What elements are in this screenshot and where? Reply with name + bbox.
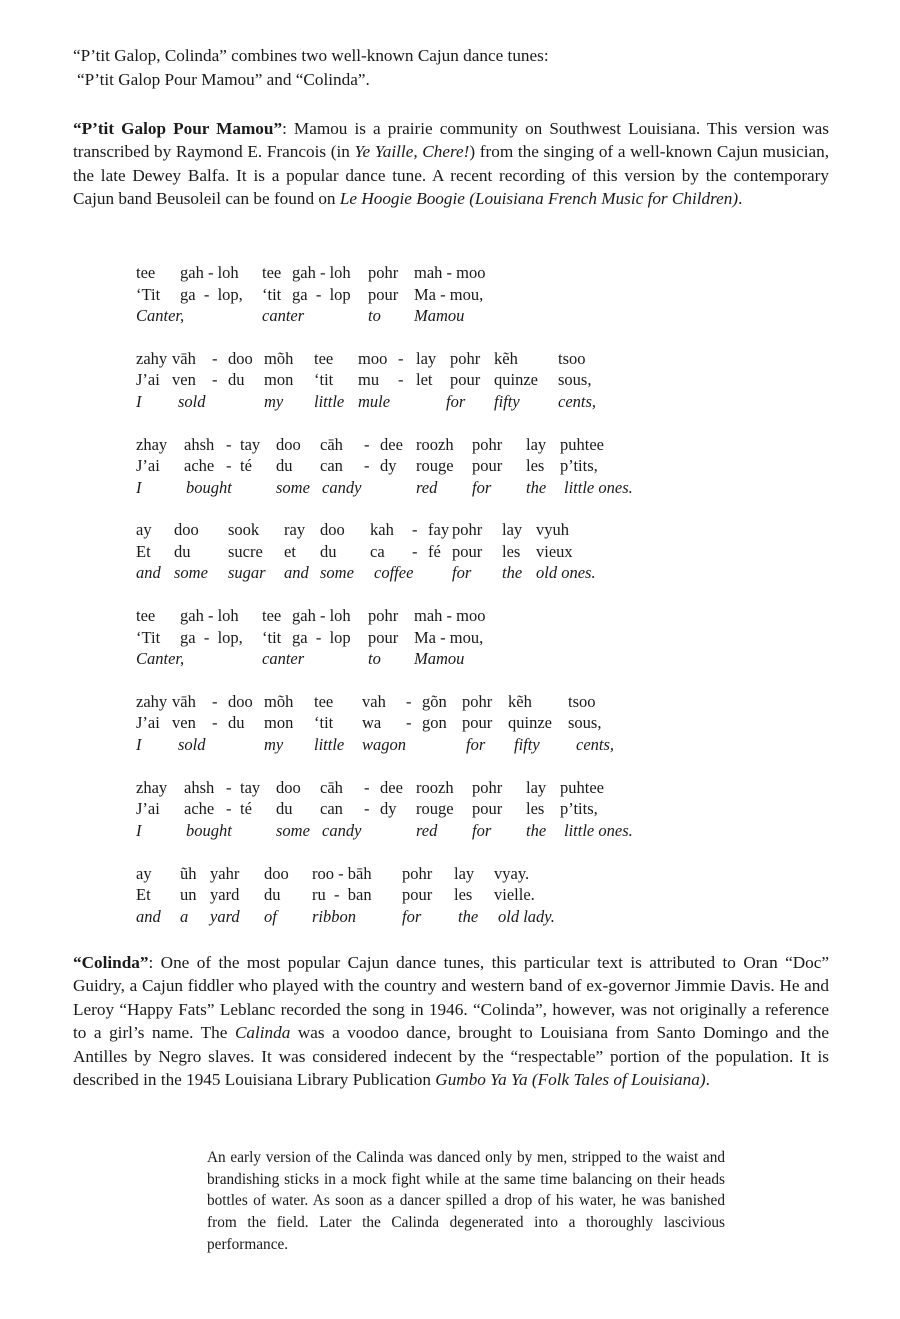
lyric-word: the [526,477,547,497]
translation-line [136,305,696,327]
lyric-word: my [264,391,284,411]
lyric-word: pour [450,370,481,390]
mamou-paragraph [73,117,829,211]
lyric-word: p’tits, [560,456,598,476]
lyric-word: I [136,391,142,411]
lyric-word: zhay [136,777,168,797]
lyric-word: sugar [228,563,266,583]
lyric-word: ven [172,713,196,733]
intro-line-2: “P’tit Galop Pour Mamou” and “Colinda”. [77,70,370,89]
lyric-word: kẽh [508,691,532,711]
mamou-heading: “P’tit Galop Pour Mamou” [73,119,283,138]
lyric-word: little ones. [564,477,633,497]
lyric-word: tay [240,777,261,797]
lyric-word: zahy [136,691,168,711]
calinda-quote: An early version of the Calinda was danced only by men, stripped to the waist and brandishing sticks in a mock fight while at the same time balancing on their heads bottles of water. As soon as a dancer spilled a drop of his water, he was banished from the field. Later the Calinda degenerated into a thoroughly lascivious performance. [207,1149,725,1253]
colinda-text-2: was a voodoo dance, brought to Louisiana from Santo Domingo and the Antilles by Negro slaves. It was considered indecent by the “respectable” portion of the population. It is described in the 1945 Louisiana Library Publication [73,1023,829,1090]
lyric-word: ahsh [184,434,215,454]
intro-line-1: “P’tit Galop, Colinda” combines two well-known Cajun dance tunes: [73,46,549,65]
lyric-word: ru - ban [312,885,372,905]
lyric-word: Et [136,541,151,561]
lyric-word: wa [362,713,382,733]
lyric-word: vyuh [536,520,569,540]
lyric-word: gah - loh [292,263,351,282]
lyric-word: the [526,820,547,840]
lyric-word: I [136,477,142,497]
lyric-word: - [364,777,370,797]
lyric-word: pour [368,627,399,647]
french-line [136,284,696,306]
lyric-word: pohr [368,606,399,626]
lyric-word: to [368,649,381,669]
lyric-word: gon [422,713,447,733]
lyric-word: gah - loh [180,606,239,626]
lyric-word: pour [462,713,493,733]
french-line [136,541,696,563]
lyric-word: old ones. [536,563,596,583]
lyric-word: cents, [576,734,615,754]
lyric-word: sook [228,520,260,540]
lyric-word: roozh [416,777,454,797]
lyric-word: dee [380,434,403,454]
lyric-word: té [240,799,252,819]
lyric-verse [136,863,696,949]
phonetic-line [136,262,696,284]
lyric-word: J’ai [136,456,160,476]
lyric-word: ache [184,799,215,819]
lyric-word: mõh [264,691,294,711]
translation-line [136,477,696,499]
lyric-word: p’tits, [560,799,598,819]
lyric-word: du [174,541,191,561]
lyric-word: Et [136,885,151,905]
translation-line [136,648,696,670]
lyric-word: les [526,456,545,476]
lyric-word: ca [370,541,385,561]
lyric-word: tee [136,606,156,626]
lyric-word: ahsh [184,777,215,797]
lyric-word: doo [228,691,253,711]
lyric-word: sous, [558,370,592,390]
mamou-text-2: ) from the singing of a well-known Cajun musician, the late Dewey Balfa. It is a popular dance tune. A recent recording of this version by the contemporary Cajun band Beusoleil can be found on [73,142,829,209]
lyric-word: pour [368,284,399,304]
lyric-word: sucre [228,541,263,561]
lyric-word: ache [184,456,215,476]
lyric-word: Ma - mou, [414,284,484,304]
lyric-word: Canter, [136,649,185,669]
lyric-word: - [226,777,232,797]
colinda-text-1: : One of the most popular Cajun dance tunes, this particular text is attributed to Oran “Doc” Guidry, a Cajun fiddler who played with the country and western band of ex-governor Jimmie Davis. He and Leroy “Happy Fats” Leblanc recorded the song in 1946. “Colinda”, however, was not originally a reference to a girl’s name. The [73,953,829,1043]
lyric-word: fifty [494,391,520,411]
lyric-verse [136,519,696,605]
lyric-word: J’ai [136,713,160,733]
lyric-word: doo [264,863,289,883]
lyric-word: du [264,885,281,905]
lyric-word: pohr [462,691,493,711]
lyric-word: doo [174,520,199,540]
lyric-word: quinze [508,713,552,733]
lyric-word: for [472,820,492,840]
lyric-word: vieux [536,541,573,561]
lyric-word: coffee [374,563,414,583]
lyric-word: kẽh [494,348,518,368]
lyric-word: - [226,434,232,454]
lyric-word: bought [186,820,232,840]
lyric-word: ray [284,520,306,540]
lyric-word: some [276,477,310,497]
lyric-word: du [276,456,293,476]
lyric-word: - [398,348,404,368]
lyric-word: pohr [402,863,433,883]
lyric-word: du [228,713,245,733]
lyric-word: - [212,348,218,368]
lyric-word: cāh [320,777,343,797]
lyric-word: and [136,906,161,926]
lyric-word: pohr [368,263,399,282]
lyric-word: lay [526,434,547,454]
lyric-word: gah - loh [180,263,239,282]
lyric-word: for [452,563,472,583]
lyric-word: pour [402,885,433,905]
lyric-word: for [472,477,492,497]
lyric-word: sold [178,734,206,754]
lyric-verse [136,262,696,348]
lyric-word: dy [380,799,397,819]
phonetic-line [136,434,696,456]
lyric-word: ribbon [312,906,357,926]
lyric-word: quinze [494,370,538,390]
lyric-word: kah [370,520,394,540]
lyric-word: doo [228,348,253,368]
mamou-album-title: Le Hoogie Boogie (Louisiana French Music for Children) [339,189,739,209]
lyric-word: doo [320,520,345,540]
lyric-word: les [502,541,521,561]
lyric-verse [136,348,696,434]
lyric-word: can [320,799,343,819]
lyric-word: to [368,306,381,325]
lyric-word: pohr [450,348,481,368]
translation-line [136,906,696,928]
lyric-word: canter [262,306,305,325]
lyric-word: candy [322,820,362,840]
lyric-word: for [402,906,422,926]
lyric-word: - [212,713,218,733]
lyric-word: ay [136,520,152,540]
lyric-word: old lady. [498,906,555,926]
lyric-word: tee [314,691,334,711]
lyric-word: zahy [136,348,168,368]
lyric-word: a [180,906,189,926]
lyric-word: vāh [172,691,196,711]
lyric-word: tee [262,606,282,626]
lyric-word: ‘tit [314,713,334,733]
colinda-heading: “Colinda” [73,953,149,972]
lyric-word: vāh [172,348,196,368]
lyric-verse [136,605,696,691]
lyric-word: ‘tit [314,370,334,390]
lyric-word: and [284,563,309,583]
lyric-word: red [416,820,438,840]
lyric-word: - [212,691,218,711]
lyric-word: tay [240,434,261,454]
lyric-word: ga - lop, [180,284,243,304]
lyric-word: sous, [568,713,602,733]
lyric-word: little [314,734,345,754]
lyric-word: for [446,391,466,411]
lyric-word: Mamou [414,306,465,325]
lyric-word: - [412,541,418,561]
mamou-text-1: : Mamou is a prairie community on Southwest Louisiana. This version was transcribed by Raymond E. Francois (in [73,119,829,162]
lyric-word: I [136,734,142,754]
lyric-word: pohr [472,777,503,797]
lyric-word: the [502,563,523,583]
lyric-word: - [364,434,370,454]
lyric-word: mõh [264,348,294,368]
lyric-verse [136,691,696,777]
lyric-word: lay [454,863,475,883]
lyric-word: fifty [514,734,540,754]
lyric-word: tsoo [558,348,586,368]
french-line [136,884,696,906]
lyric-word: roozh [416,434,454,454]
colinda-paragraph [73,951,829,1091]
lyric-word: Ma - mou, [414,627,484,647]
lyric-word: yard [210,885,240,905]
lyric-word: les [526,799,545,819]
lyric-word: tsoo [568,691,596,711]
translation-line [136,734,696,756]
mamou-text-3: . [738,189,743,209]
phonetic-line [136,519,696,541]
lyric-verse [136,434,696,520]
lyric-word: - [398,370,404,390]
lyric-word: - [406,713,412,733]
lyric-word: tee [262,263,282,282]
lyric-word: for [466,734,486,754]
lyric-word: du [276,799,293,819]
lyric-word: les [454,885,473,905]
lyric-word: J’ai [136,799,160,819]
lyric-word: J’ai [136,370,160,390]
phonetic-line [136,691,696,713]
lyric-word: lay [502,520,523,540]
lyric-word: et [284,541,296,561]
lyric-word: Mamou [414,649,465,669]
lyric-word: ga - lop [292,627,351,647]
lyric-word: bought [186,477,232,497]
translation-line [136,391,696,413]
lyric-word: fé [428,541,441,561]
lyric-word: tee [136,263,156,282]
lyric-word: vyay. [494,863,530,883]
lyric-word: of [264,906,277,926]
lyrics-block [136,262,696,948]
lyric-verse [136,777,696,863]
lyric-word: - [364,456,370,476]
lyric-word: ‘Tit [136,627,161,647]
lyric-word: lay [416,348,437,368]
french-line [136,712,696,734]
lyric-word: doo [276,434,301,454]
lyric-word: some [276,820,310,840]
lyric-word: - [412,520,418,540]
lyric-word: - [212,370,218,390]
lyric-word: rouge [416,456,454,476]
lyric-word: cāh [320,434,343,454]
phonetic-line [136,863,696,885]
lyric-word: puhtee [560,434,604,454]
lyric-word: little [314,391,345,411]
lyric-word: puhtee [560,777,604,797]
lyric-word: rouge [416,799,454,819]
lyric-word: ‘tit [262,627,282,647]
lyric-word: some [174,563,208,583]
lyric-word: - [226,456,232,476]
lyric-word: vielle. [494,885,535,905]
lyric-word: ga - lop [292,284,351,304]
lyric-word: mah - moo [414,263,486,282]
lyric-word: - [406,691,412,711]
lyric-word: I [136,820,142,840]
lyric-word: mon [264,370,294,390]
intro [73,44,833,92]
french-line [136,798,696,820]
lyric-word: mule [358,391,391,411]
lyric-word: the [458,906,479,926]
lyric-word: gah - loh [292,606,351,626]
lyric-word: ay [136,863,152,883]
lyric-word: pohr [452,520,483,540]
lyric-word: yahr [210,863,240,883]
lyric-word: - [364,799,370,819]
lyric-word: zhay [136,434,168,454]
colinda-book-title: Gumbo Ya Ya (Folk Tales of Louisiana) [435,1070,706,1090]
lyric-word: my [264,734,284,754]
lyric-word: doo [276,777,301,797]
lyric-word: canter [262,649,305,669]
translation-line [136,562,696,584]
lyric-word: ‘tit [262,284,282,304]
lyric-word: ‘Tit [136,284,161,304]
lyric-word: pour [472,456,503,476]
lyric-word: fay [428,520,450,540]
lyric-word: and [136,563,161,583]
lyric-word: lay [526,777,547,797]
phonetic-line [136,777,696,799]
lyric-word: mu [358,370,380,390]
french-line [136,627,696,649]
lyric-word: can [320,456,343,476]
lyric-word: vah [362,691,386,711]
lyric-word: red [416,477,438,497]
lyric-word: dy [380,456,397,476]
lyric-word: té [240,456,252,476]
lyric-word: gõn [422,691,447,711]
lyric-word: - [226,799,232,819]
lyric-word: some [320,563,354,583]
lyric-word: candy [322,477,362,497]
lyric-word: cents, [558,391,597,411]
lyric-word: un [180,885,197,905]
lyric-word: sold [178,391,206,411]
phonetic-line [136,348,696,370]
lyric-word: ũh [180,863,197,883]
french-line [136,455,696,477]
lyric-word: dee [380,777,403,797]
lyric-word: little ones. [564,820,633,840]
colinda-text-3: . [705,1070,710,1090]
lyric-word: pohr [472,434,503,454]
translation-line [136,820,696,842]
lyric-word: wagon [362,734,407,754]
lyric-word: pour [472,799,503,819]
lyric-word: yard [210,906,240,926]
lyric-word: du [320,541,337,561]
lyric-word: mah - moo [414,606,486,626]
calinda-term: Calinda [234,1023,291,1043]
lyric-word: pour [452,541,483,561]
french-line [136,369,696,391]
lyric-word: mon [264,713,294,733]
mamou-book-title: Ye Yaille, Chere! [354,142,470,162]
lyric-word: moo [358,348,388,368]
lyric-word: Canter, [136,306,185,325]
lyric-word: du [228,370,245,390]
lyric-word: let [416,370,433,390]
lyric-word: ven [172,370,196,390]
lyric-word: roo - bāh [312,863,372,883]
lyric-word: ga - lop, [180,627,243,647]
phonetic-line [136,605,696,627]
lyric-word: tee [314,348,334,368]
